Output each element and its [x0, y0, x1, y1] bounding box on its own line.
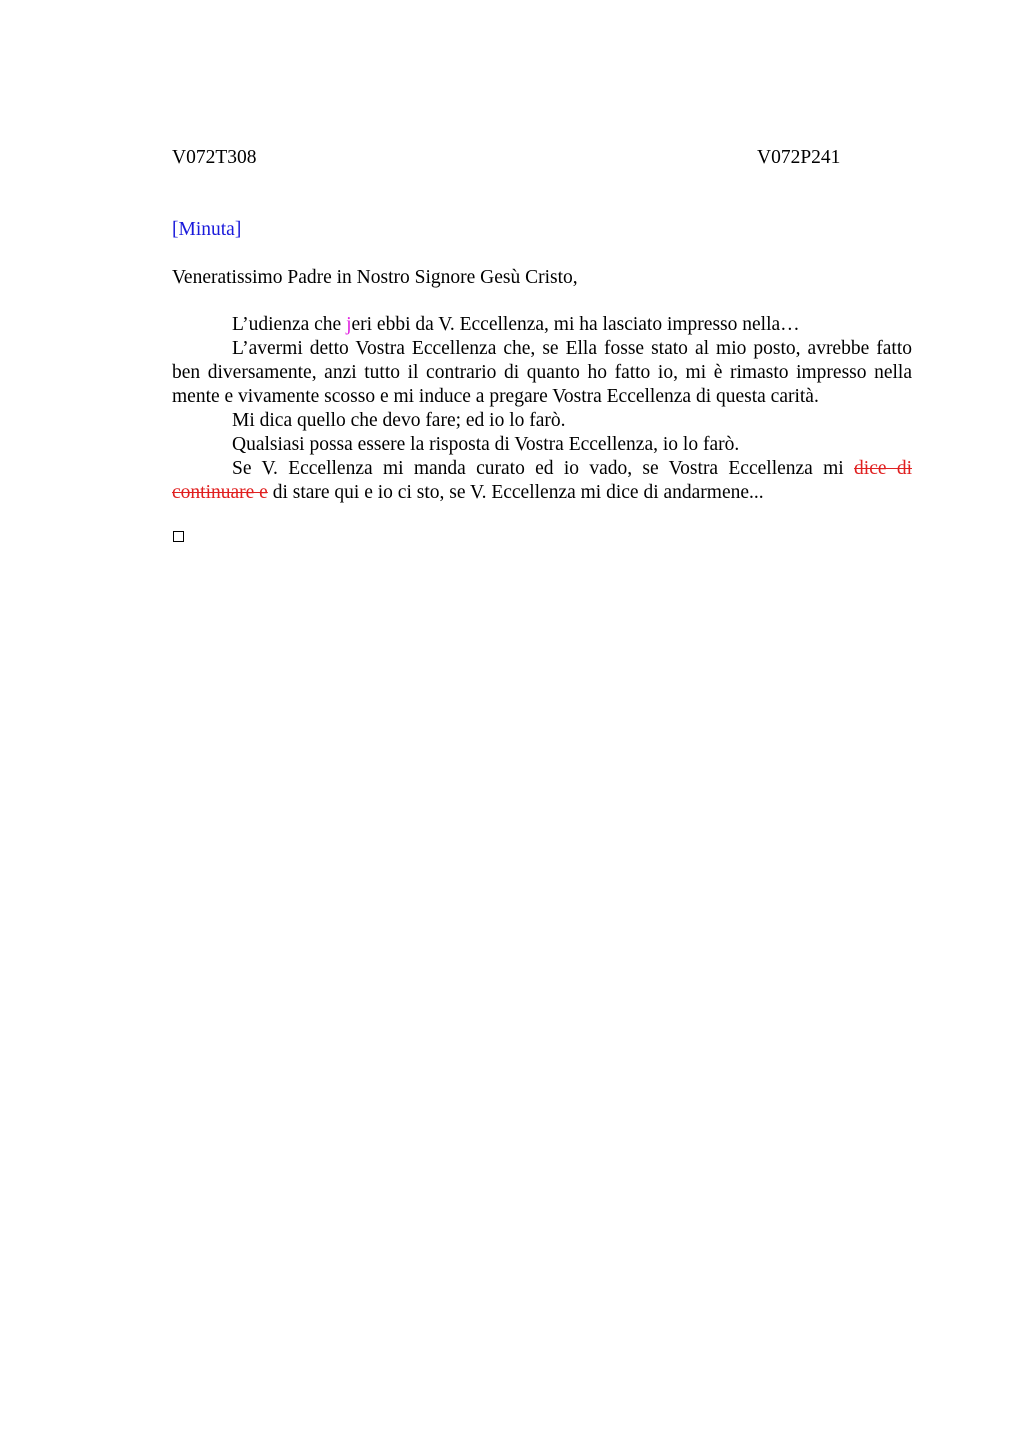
minuta-label: [Minuta] — [172, 219, 242, 240]
highlighted-letter: j — [346, 314, 352, 335]
letter-body — [172, 313, 912, 505]
paragraph-3: Mi dica quello che devo fare; ed io lo farò. — [232, 410, 566, 431]
document-code-left: V072T308 — [172, 147, 257, 168]
paragraph-1-before: L’udienza che — [232, 314, 347, 335]
empty-square-icon — [173, 531, 184, 542]
paragraph-1-after: eri ebbi da V. Eccellenza, mi ha lasciato impresso nella… — [351, 314, 800, 335]
document-code-right: V072P241 — [757, 147, 841, 168]
paragraph-1 — [172, 313, 912, 337]
paragraph-5 — [172, 457, 912, 505]
paragraph-5-after: di stare qui e io ci sto, se V. Eccellenza mi dice di andarmene... — [267, 482, 764, 503]
paragraph-2: L’avermi detto Vostra Eccellenza che, se Ella fosse stato al mio posto, avrebbe fatto ben diversamente, anzi tutto il contrario di quanto ho fatto io, mi è rimasto impresso nella mente e vivamente scosso e mi induce a pregare Vostra Eccellenza di questa carità. — [172, 338, 912, 407]
paragraph-4: Qualsiasi possa essere la risposta di Vostra Eccellenza, io lo farò. — [232, 434, 740, 455]
paragraph-5-before: Se V. Eccellenza mi manda curato ed io vado, se Vostra Eccellenza mi — [232, 458, 855, 479]
salutation: Veneratissimo Padre in Nostro Signore Gesù Cristo, — [172, 267, 578, 288]
deleted-text: dice di continuare e — [172, 458, 912, 503]
